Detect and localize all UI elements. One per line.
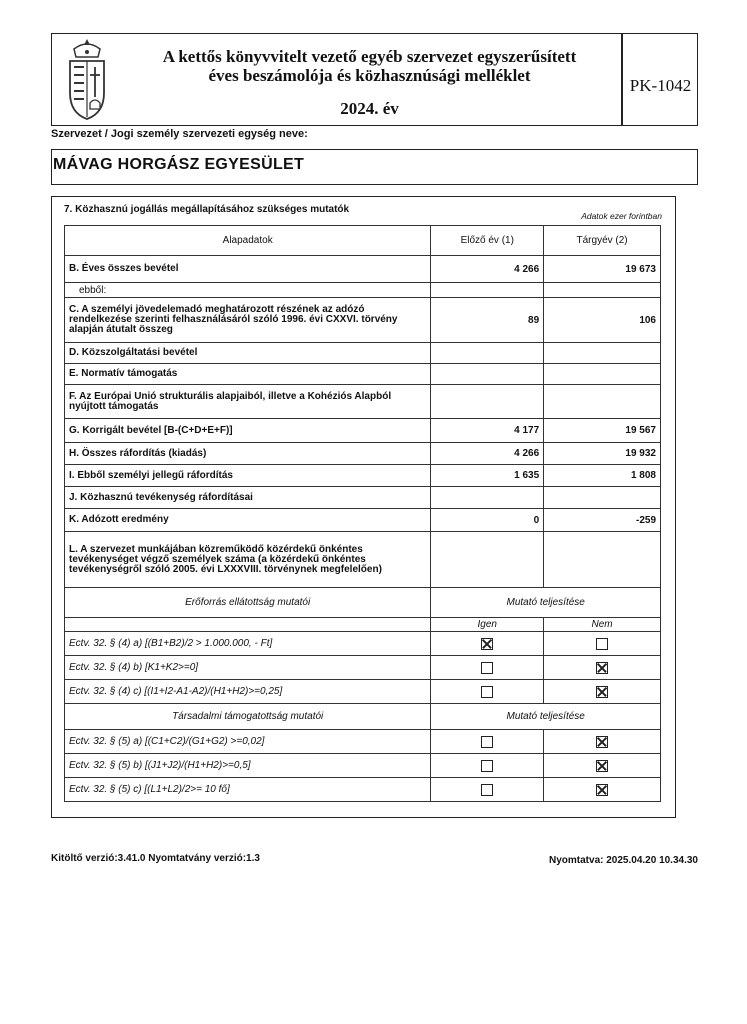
row-curr — [544, 364, 661, 385]
row-prev — [431, 487, 544, 509]
form-title-line2: éves beszámolója és közhasznúsági melléklet — [208, 66, 531, 85]
table-row — [65, 343, 661, 364]
resources-title: Erőforrás ellátottság mutatói — [65, 588, 431, 618]
row-curr — [544, 343, 661, 364]
no-checkbox[interactable] — [596, 638, 608, 650]
table-row — [65, 385, 661, 419]
row-label: C. A személyi jövedelemadó meghatározott részének az adózó rendelkezése szerinti felhasználásáról szóló 1996. évi CXXVI. törvény alapján átutalt összeg — [65, 298, 431, 343]
row-curr: 19 567 — [544, 419, 661, 443]
row-curr — [544, 385, 661, 419]
resources-perf-header: Mutató teljesítése — [431, 588, 661, 618]
org-label: Szervezet / Jogi személy szervezeti egység neve: — [51, 128, 308, 140]
indicator-row — [65, 680, 661, 704]
no-cell — [544, 680, 661, 704]
indicator-label: Ectv. 32. § (5) a) [(C1+C2)/(G1+G2) >=0,02] — [65, 730, 431, 754]
table-row — [65, 443, 661, 465]
row-prev: 0 — [431, 509, 544, 532]
indicator-row — [65, 730, 661, 754]
row-prev: 4 177 — [431, 419, 544, 443]
no-cell — [544, 730, 661, 754]
table-row — [65, 256, 661, 283]
yes-checkbox[interactable] — [481, 736, 493, 748]
row-label: I. Ebből személyi jellegű ráfordítás — [65, 465, 431, 487]
row-curr: 19 673 — [544, 256, 661, 283]
row-label: L. A szervezet munkájában közreműködő közérdekű önkéntes tevékenységet végző személyek száma (a közérdekű önkéntes tevékenységről szóló 2005. évi LXXXVIII. törvénynek megfelelően) — [65, 532, 431, 588]
yes-checkbox[interactable] — [481, 686, 493, 698]
no-cell — [544, 632, 661, 656]
yes-checkbox[interactable] — [481, 760, 493, 772]
table-row — [65, 509, 661, 532]
no-checkbox[interactable] — [596, 784, 608, 796]
indicator-label: Ectv. 32. § (5) c) [(L1+L2)/2>= 10 fő] — [65, 778, 431, 802]
row-label: ebből: — [65, 283, 431, 298]
col-header-base: Alapadatok — [65, 226, 431, 256]
section-title: 7. Közhasznú jogállás megállapításához szükséges mutatók — [64, 204, 350, 215]
org-name: MÁVAG HORGÁSZ EGYESÜLET — [53, 156, 305, 173]
indicator-row — [65, 754, 661, 778]
yes-cell — [431, 754, 544, 778]
indicator-label: Ectv. 32. § (4) a) [(B1+B2)/2 > 1.000.000, - Ft] — [65, 632, 431, 656]
table-row — [65, 487, 661, 509]
footer-version: Kitöltő verzió:3.41.0 Nyomtatvány verzió:1.3 — [51, 853, 260, 864]
no-cell — [544, 754, 661, 778]
no-cell — [544, 656, 661, 680]
no-checkbox[interactable] — [596, 662, 608, 674]
row-curr — [544, 487, 661, 509]
row-curr: -259 — [544, 509, 661, 532]
table-row — [65, 283, 661, 298]
yes-checkbox[interactable] — [481, 784, 493, 796]
no-header: Nem — [544, 618, 661, 632]
table-row — [65, 532, 661, 588]
table-row — [65, 298, 661, 343]
table-row — [65, 465, 661, 487]
table-row — [65, 419, 661, 443]
row-prev — [431, 385, 544, 419]
no-checkbox[interactable] — [596, 760, 608, 772]
form-code: PK-1042 — [629, 76, 692, 95]
yes-cell — [431, 680, 544, 704]
row-curr: 1 808 — [544, 465, 661, 487]
row-curr: 106 — [544, 298, 661, 343]
no-checkbox[interactable] — [596, 736, 608, 748]
row-prev: 4 266 — [431, 443, 544, 465]
coat-of-arms-icon — [62, 37, 112, 121]
table-row — [65, 364, 661, 385]
row-prev — [431, 532, 544, 588]
indicator-row — [65, 778, 661, 802]
row-prev — [431, 343, 544, 364]
row-label: G. Korrigált bevétel [B-(C+D+E+F)] — [65, 419, 431, 443]
row-label: E. Normatív támogatás — [65, 364, 431, 385]
row-curr — [544, 532, 661, 588]
row-prev — [431, 283, 544, 298]
indicator-label: Ectv. 32. § (4) c) [(I1+I2-A1-A2)/(H1+H2)>=0,25] — [65, 680, 431, 704]
no-checkbox[interactable] — [596, 686, 608, 698]
indicator-label: Ectv. 32. § (5) b) [(J1+J2)/(H1+H2)>=0,5] — [65, 754, 431, 778]
row-label: F. Az Európai Unió strukturális alapjaiból, illetve a Kohéziós Alapból nyújtott támogatás — [65, 385, 431, 419]
social-perf-header: Mutató teljesítése — [431, 704, 661, 730]
yes-checkbox[interactable] — [481, 638, 493, 650]
row-prev: 89 — [431, 298, 544, 343]
form-title-line1: A kettős könyvvitelt vezető egyéb szervezet egyszerűsített — [162, 47, 577, 66]
row-label: D. Közszolgáltatási bevétel — [65, 343, 431, 364]
yes-header: Igen — [431, 618, 544, 632]
row-curr — [544, 283, 661, 298]
col-header-prev: Előző év (1) — [431, 226, 544, 256]
col-header-curr: Tárgyév (2) — [544, 226, 661, 256]
yes-cell — [431, 632, 544, 656]
yes-cell — [431, 656, 544, 680]
indicator-label: Ectv. 32. § (4) b) [K1+K2>=0] — [65, 656, 431, 680]
indicator-row — [65, 632, 661, 656]
row-label: B. Éves összes bevétel — [65, 256, 431, 283]
no-cell — [544, 778, 661, 802]
footer-printed: Nyomtatva: 2025.04.20 10.34.30 — [549, 855, 698, 866]
yes-cell — [431, 730, 544, 754]
row-prev: 1 635 — [431, 465, 544, 487]
yes-cell — [431, 778, 544, 802]
row-label: K. Adózott eredmény — [65, 509, 431, 532]
form-year: 2024. év — [340, 99, 399, 118]
indicator-row — [65, 656, 661, 680]
row-prev: 4 266 — [431, 256, 544, 283]
resources-blank — [65, 618, 431, 632]
yes-checkbox[interactable] — [481, 662, 493, 674]
row-prev — [431, 364, 544, 385]
social-title: Társadalmi támogatottság mutatói — [65, 704, 431, 730]
unit-note: Adatok ezer forintban — [581, 211, 662, 221]
indicators-table — [64, 225, 661, 802]
row-label: J. Közhasznú tevékenység ráfordításai — [65, 487, 431, 509]
row-curr: 19 932 — [544, 443, 661, 465]
row-label: H. Összes ráfordítás (kiadás) — [65, 443, 431, 465]
